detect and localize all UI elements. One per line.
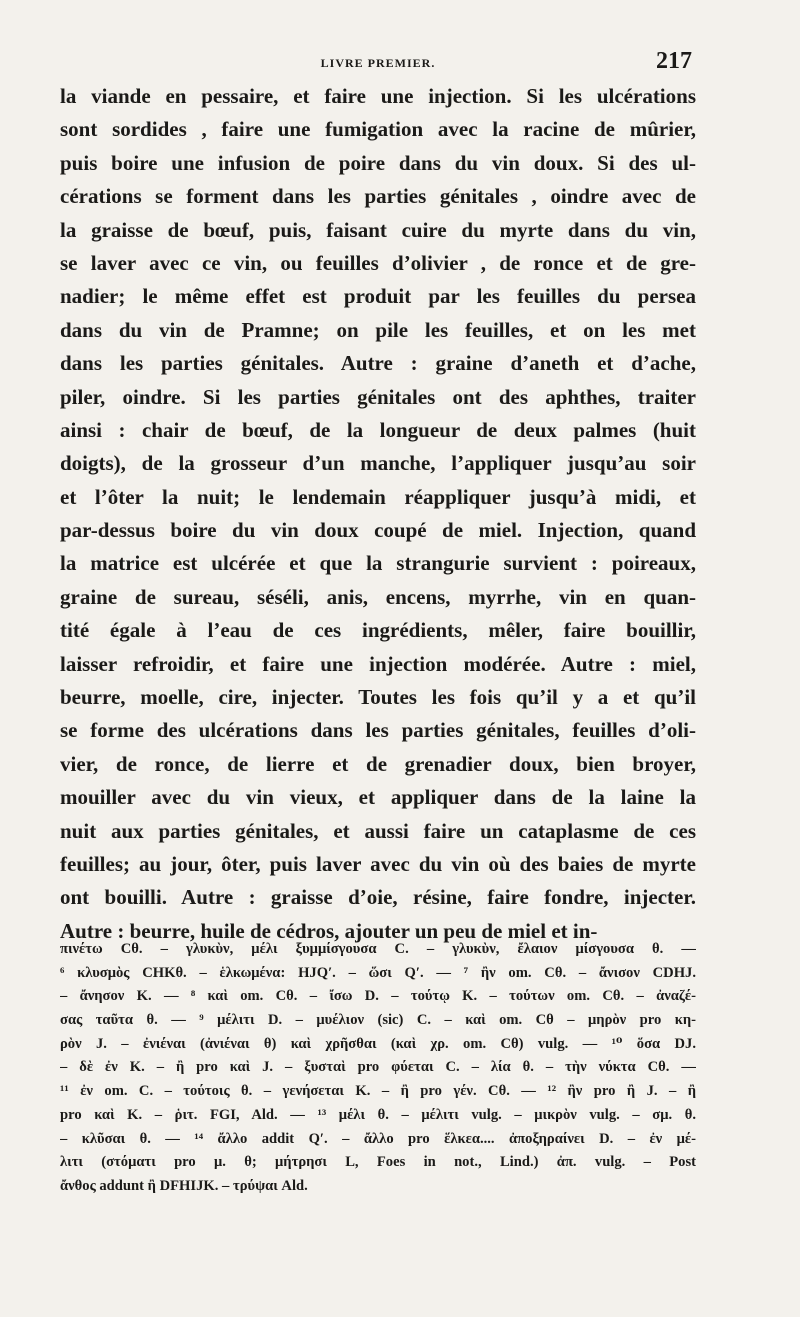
text-line: nadier; le même effet est produit par les feuilles du persea <box>60 284 696 309</box>
text-line: piler, oindre. Si les parties génitales ont des aphthes, traiter <box>60 384 696 409</box>
text-line: ainsi : chair de bœuf, de la longueur de deux palmes (huit <box>60 417 696 442</box>
running-head <box>60 48 696 76</box>
main-text <box>60 80 696 948</box>
footnote-line: – δὲ ἐν K. – ἢ pro καὶ J. – ξυσταὶ pro φύεται C. – λία θ. – τὴν νύκτα Cθ. — <box>60 1059 696 1076</box>
text-line: cérations se forment dans les parties génitales , oindre avec de <box>60 184 696 209</box>
text-line: la viande en pessaire, et faire une injection. Si les ulcérations <box>60 84 696 108</box>
footnote-line: ⁶ κλυσμὸς CHKθ. – ἑλκωμένα: HJQ′. – ὥσι Q′. — ⁷ ἢν om. Cθ. – ἄνισον CDHJ. <box>60 964 696 981</box>
text-line: graine de sureau, séséli, anis, encens, myrrhe, vin en quan- <box>60 584 696 609</box>
text-line: sont sordides , faire une fumigation avec la racine de mûrier, <box>60 117 696 142</box>
text-line: la matrice est ulcérée et que la strangurie survient : poireaux, <box>60 551 696 576</box>
text-line: dans du vin de Pramne; on pile les feuilles, et on les met <box>60 317 696 342</box>
text-line: puis boire une infusion de poire dans du vin doux. Si des ul- <box>60 150 696 175</box>
footnote-line: ἄνθος addunt ἢ DFHIJK. – τρύψαι Ald. <box>60 1177 308 1194</box>
text-line: ont bouilli. Autre : graisse d’oie, résine, faire fondre, injecter. <box>60 885 696 910</box>
footnote-line: πινέτω Cθ. – γλυκὺν, μέλι ξυμμίσγουσα C. – γλυκὺν, ἔλαιον μίσγουσα θ. — <box>60 941 696 957</box>
text-line: la graisse de bœuf, puis, faisant cuire du myrte dans du vin, <box>60 217 696 242</box>
text-line: doigts), de la grosseur d’un manche, l’appliquer jusqu’au soir <box>60 451 696 476</box>
text-line: feuilles; au jour, ôter, puis laver avec du vin où des baies de myrte <box>60 851 696 876</box>
text-line: nuit aux parties génitales, et aussi faire un cataplasme de ces <box>60 818 696 843</box>
text-line: dans les parties génitales. Autre : graine d’aneth et d’ache, <box>60 351 696 376</box>
footnote-line: λιτι (στόματι pro μ. θ; μήτρησι L, Foes in not., Lind.) ἀπ. vulg. – Post <box>60 1154 696 1171</box>
text-line: beurre, moelle, cire, injecter. Toutes les fois qu’il y a et qu’il <box>60 685 696 710</box>
critical-apparatus <box>60 938 696 1199</box>
footnote-line: – ἄνησον K. — ⁸ καὶ om. Cθ. – ἴσω D. – τούτῳ K. – τούτων om. Cθ. – ἀναζέ- <box>60 988 696 1005</box>
running-title: LIVRE PREMIER. <box>320 56 436 70</box>
text-line: Autre : beurre, huile de cédros, ajouter un peu de miel et in- <box>60 918 598 943</box>
footnote-line: ρὸν J. – ἐνιέναι (ἀνιέναι θ) καὶ χρῆσθαι (καὶ χρ. om. Cθ) vulg. — ¹⁰ ὅσα DJ. <box>60 1035 696 1052</box>
page-number: 217 <box>656 48 692 74</box>
text-line: laisser refroidir, et faire une injection modérée. Autre : miel, <box>60 651 696 676</box>
text-line: et l’ôter la nuit; le lendemain réappliquer jusqu’à midi, et <box>60 484 696 509</box>
footnote-line: pro καὶ K. – ῥιτ. FGI, Ald. — ¹³ μέλι θ. – μέλιτι vulg. – μικρὸν vulg. – σμ. θ. <box>60 1106 696 1123</box>
text-line: par-dessus boire du vin doux coupé de miel. Injection, quand <box>60 518 696 543</box>
footnote-line: – κλῦσαι θ. — ¹⁴ ἄλλο addit Q′. – ἄλλο pro ἕλκεα.... ἀποξηραίνει D. – ἐν μέ- <box>60 1130 696 1147</box>
text-line: vier, de ronce, de lierre et de grenadier doux, bien broyer, <box>60 751 696 776</box>
text-line: se laver avec ce vin, ou feuilles d’olivier , de ronce et de gre- <box>60 250 696 275</box>
text-line: mouiller avec du vin vieux, et appliquer dans de la laine la <box>60 785 696 810</box>
text-line: se forme des ulcérations dans les parties génitales, feuilles d’oli- <box>60 718 696 743</box>
footnote-line: ¹¹ ἐν om. C. – τούτοις θ. – γενήσεται K. – ἢ pro γέν. Cθ. — ¹² ἢν pro ἢ J. – ἢ <box>60 1083 696 1100</box>
text-line: tité égale à l’eau de ces ingrédients, mêler, faire bouillir, <box>60 618 696 643</box>
footnote-line: σας ταῦτα θ. — ⁹ μέλιτι D. – μυέλιον (sic) C. – καὶ om. Cθ – μηρὸν pro κη- <box>60 1012 696 1029</box>
